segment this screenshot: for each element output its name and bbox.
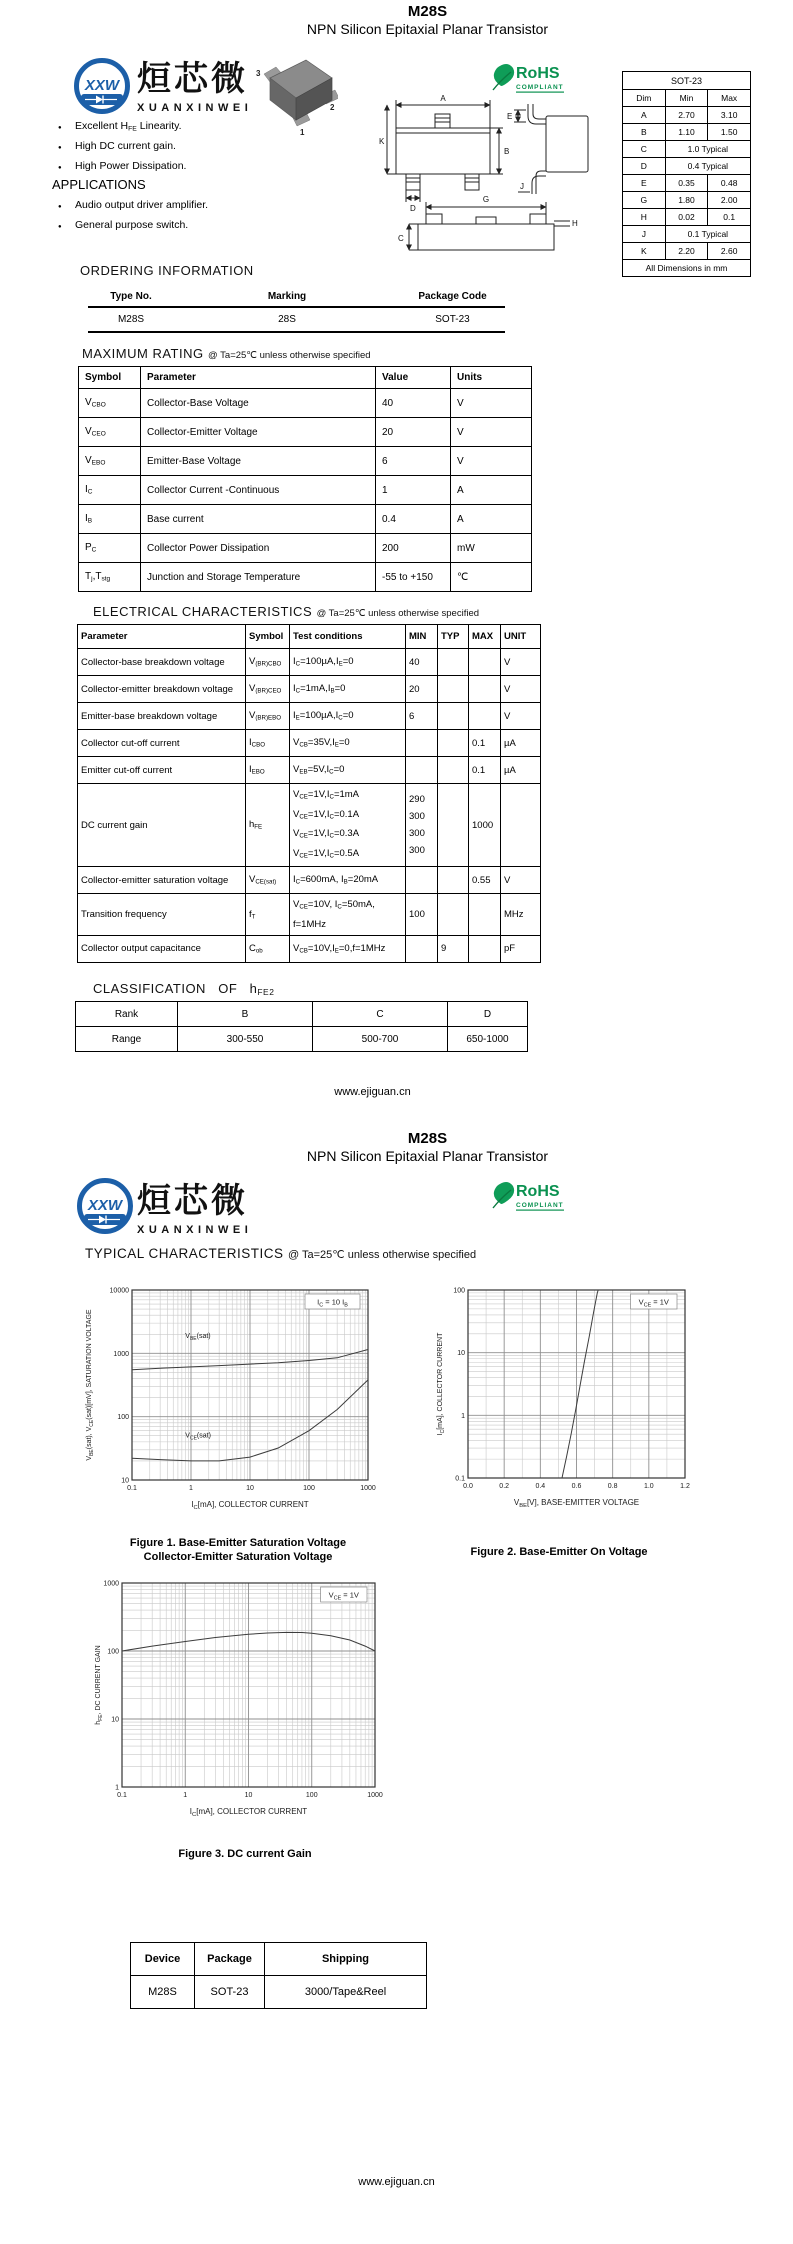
table-cell: All Dimensions in mm [623,260,751,277]
svg-text:100: 100 [117,1414,129,1422]
table-row [78,703,541,730]
table-cell: V [451,447,532,476]
svg-text:0.8: 0.8 [607,1483,618,1490]
table-cell: Collector-Emitter Voltage [141,418,376,447]
table-cell [501,784,541,867]
website-footer: www.ejiguan.cn [334,1086,411,1098]
table-row [79,418,532,447]
table-cell: M28S [88,307,174,332]
table-cell: $I_B$ [79,505,141,534]
table-row [623,260,751,277]
brand-name-cn: 烜芯微 [137,1182,248,1220]
table-cell: $P_C$ [79,534,141,563]
column-header: Shipping [265,1943,427,1976]
svg-text:10: 10 [246,1485,254,1492]
rohs-text: RoHS [516,65,560,82]
table-cell: $I_C=1mA,I_B=0$ [290,676,406,703]
table-cell: $V_{CB}=10V,I_E=0,f=1MHz$ [290,935,406,962]
table-cell [469,703,501,730]
table-cell: V [501,703,541,730]
table-cell: $V_{CE}=10V$, $I_C=50mA$, f=1MHz [290,894,406,936]
table-cell: $V_{(BR)EBO}$ [246,703,290,730]
column-header: Device [131,1943,195,1976]
brand-name-en: XUANXINWEI [137,102,253,114]
table-cell: V [451,389,532,418]
column-header: Test conditions [290,625,406,649]
svg-text:VCE(sat): $V_{CE}(sat)$ [185,1432,211,1442]
table-cell: 6 [376,447,451,476]
table-row [78,676,541,703]
column-header: Marking [174,287,400,307]
rohs-compliant-text: COMPLIANT [516,84,564,91]
svg-text:0.1: 0.1 [117,1792,127,1799]
table-cell: $V_{EB}=5V,I_C=0$ [290,757,406,784]
svg-text:1: 1 [115,1784,119,1792]
table-cell: D [448,1002,528,1027]
brand-logo [76,1177,134,1235]
table-cell: $T_j,T_{stg}$ [79,563,141,592]
column-header: Units [451,367,532,389]
svg-text:hFE, DC CURRENT GAIN: $h_{FE}$, DC CURRENT GAIN [95,1645,105,1725]
column-header: Parameter [141,367,376,389]
rohs-compliant-text: COMPLIANT [516,1202,564,1209]
table-row [623,209,751,226]
typ-char-condition: @ Ta=25℃ unless otherwise specified [287,1249,477,1261]
table-cell: Collector-base breakdown voltage [78,649,246,676]
table-row [623,175,751,192]
table-cell: $I_C=600mA$, $I_B=20mA$ [290,867,406,894]
figure2-caption: Figure 2. Base-Emitter On Voltage [470,1546,648,1558]
max-rating-table [78,366,532,592]
table-cell: MHz [501,894,541,936]
elec-title: ELECTRICAL CHARACTERISTICS [93,604,313,619]
svg-text:10: 10 [111,1716,119,1724]
svg-text:100: 100 [305,1792,318,1799]
table-cell: J [623,226,666,243]
table-cell: $I_E=100\mu A,I_C=0$ [290,703,406,730]
column-header: Package [195,1943,265,1976]
figure1-chart [55,1278,377,1516]
table-cell: $I_{CBO}$ [246,730,290,757]
table-cell: $f_T$ [246,894,290,936]
table-cell: 20 [376,418,451,447]
table-cell: DC current gain [78,784,246,867]
brand-name-en: XUANXINWEI [137,1224,253,1236]
table-cell [469,676,501,703]
table-cell: µA [501,757,541,784]
max-rating-heading [82,345,371,363]
dim-label-e: E [507,112,513,121]
brand-logo [73,57,131,115]
table-cell: $V_{CE}=1V,I_C=1mA$ $V_{CE}=1V,I_C=0.1A$ $V_{CE}=1V,I_C=0.3A$ $V_{CE}=1V,I_C=0.5A$ [290,784,406,867]
column-header: MAX [469,625,501,649]
table-cell [438,757,469,784]
max-rating-title: MAXIMUM RATING [82,346,204,361]
table-row [88,307,505,332]
table-cell [469,894,501,936]
table-cell: $V_{CBO}$ [79,389,141,418]
classification-table [75,1001,528,1052]
table-cell: B [623,124,666,141]
svg-text:0.0: 0.0 [463,1483,473,1490]
pin3-label: 3 [256,69,261,78]
table-cell: 300-550 [178,1027,313,1052]
applications-heading: APPLICATIONS [52,177,146,192]
svg-text:1: 1 [189,1485,193,1492]
column-header: Dim [623,90,666,107]
bullet-item: ● High Power Dissipation. [55,159,285,179]
svg-text:IC[mA], COLLECTOR CURRENT: $I_C[mA]$, COLLECTOR CURRENT [191,1500,309,1512]
classification-heading: CLASSIFICATION OF $h_{FE2}$ [93,981,275,998]
website-footer: www.ejiguan.cn [358,2176,435,2188]
table-cell: Collector-Base Voltage [141,389,376,418]
table-cell: $V_{(BR)CEO}$ [246,676,290,703]
column-header: Max [708,90,751,107]
table-cell: Rank [76,1002,178,1027]
column-header: Type No. [88,287,174,307]
dim-label-k: K [379,137,385,146]
table-cell: Base current [141,505,376,534]
table-row [623,141,751,158]
table-cell: B [178,1002,313,1027]
table-cell: 20 [406,676,438,703]
dim-label-h: H [572,219,578,228]
typ-char-title: TYPICAL CHARACTERISTICS [85,1246,284,1261]
table-row [131,1976,427,2009]
table-cell: Emitter cut-off current [78,757,246,784]
table-row [78,894,541,936]
table-cell: D [623,158,666,175]
table-cell: 3000/Tape&Reel [265,1976,427,2009]
table-row [623,124,751,141]
table-cell [438,649,469,676]
table-cell: 0.4 Typical [665,158,750,175]
svg-text:1000: 1000 [360,1485,376,1492]
table-cell: $h_{FE}$ [246,784,290,867]
table-cell: M28S [131,1976,195,2009]
table-row [78,935,541,962]
svg-text:1000: 1000 [103,1580,119,1588]
column-header: Symbol [79,367,141,389]
table-cell: 1000 [469,784,501,867]
table-cell: mW [451,534,532,563]
table-cell: 9 [438,935,469,962]
table-cell: Transition frequency [78,894,246,936]
table-cell [438,784,469,867]
table-cell: 2.60 [708,243,751,260]
column-header: TYP [438,625,469,649]
table-cell: 500-700 [313,1027,448,1052]
table-cell: Junction and Storage Temperature [141,563,376,592]
table-row [623,192,751,209]
table-cell: E [623,175,666,192]
electrical-characteristics-table [77,624,541,963]
table-cell: 3.10 [708,107,751,124]
svg-text:IC[mA], COLLECTOR CURRENT: $I_C[mA]$, COLLECTOR CURRENT [189,1807,308,1819]
table-cell [438,676,469,703]
table-row [76,1027,528,1052]
table-cell: $V_{(BR)CBO}$ [246,649,290,676]
table-cell: 1.50 [708,124,751,141]
table-cell: 0.48 [708,175,751,192]
column-header: Value [376,367,451,389]
svg-text:100: 100 [107,1648,119,1656]
table-row [623,226,751,243]
table-cell: 28S [174,307,400,332]
table-cell [469,649,501,676]
table-cell: Emitter-base breakdown voltage [78,703,246,730]
svg-text:10: 10 [457,1350,465,1358]
table-cell [438,703,469,730]
ordering-heading: ORDERING INFORMATION [80,263,254,278]
brand-monogram: XXW [87,1197,123,1214]
table-cell: $I_C=100\mu A,I_E=0$ [290,649,406,676]
svg-text:1: 1 [461,1412,465,1420]
table-cell: 0.1 [708,209,751,226]
table-cell: 0.1 Typical [665,226,750,243]
table-cell: Collector-emitter breakdown voltage [78,676,246,703]
svg-text:1.2: 1.2 [680,1483,690,1490]
svg-text:VBE(sat): $V_{BE}(sat)$ [185,1332,211,1343]
svg-text:1000: 1000 [113,1350,129,1358]
dim-label-a: A [440,94,446,103]
typical-characteristics-heading [85,1245,476,1263]
dim-label-d: D [410,204,416,213]
table-cell: 100 [406,894,438,936]
table-cell: 1.80 [665,192,708,209]
svg-text:1000: 1000 [367,1792,383,1799]
table-row [623,158,751,175]
table-cell: 2.70 [665,107,708,124]
table-cell: $I_C$ [79,476,141,505]
table-cell: Collector Power Dissipation [141,534,376,563]
table-row [79,476,532,505]
table-cell: µA [501,730,541,757]
svg-text:1: 1 [183,1792,188,1799]
figure1-caption-line1: Figure 1. Base-Emitter Saturation Voltage [129,1537,347,1549]
table-cell: 2.20 [665,243,708,260]
svg-text:0.6: 0.6 [571,1483,582,1490]
table-row [78,867,541,894]
table-cell: $C_{ob}$ [246,935,290,962]
table-cell: $V_{CE(sat)}$ [246,867,290,894]
table-cell: 0.55 [469,867,501,894]
bullet-item: ● General purpose switch. [55,218,285,238]
table-cell: 1.0 Typical [665,141,750,158]
table-cell: 6 [406,703,438,730]
table-cell: $V_{EBO}$ [79,447,141,476]
dim-label-j: J [520,182,524,191]
table-row [78,784,541,867]
table-cell: 200 [376,534,451,563]
max-rating-condition: @ Ta=25℃ unless otherwise specified [208,350,371,361]
brand-name-cn: 烜芯微 [137,60,248,98]
table-cell [406,730,438,757]
dim-label-c: C [398,234,404,243]
svg-text:0.1: 0.1 [455,1475,465,1483]
table-cell [406,757,438,784]
svg-text:100: 100 [453,1287,465,1295]
page-subtitle: NPN Silicon Epitaxial Planar Transistor [306,21,549,37]
table-cell: 1.10 [665,124,708,141]
table-cell: V [501,867,541,894]
figure1-caption [88,1536,388,1564]
svg-text:0.1: 0.1 [127,1485,137,1492]
table-row [79,389,532,418]
table-cell: C [623,141,666,158]
svg-text:VCE = 1V: $V_{CE} = 1V$ [638,1297,669,1309]
column-header: Min [665,90,708,107]
table-row [623,107,751,124]
pin2-label: 2 [330,103,335,112]
table-cell: 0.35 [665,175,708,192]
table-cell [438,867,469,894]
table-cell: 0.4 [376,505,451,534]
package-outline-drawing [378,88,623,268]
application-list [55,198,285,238]
table-cell: 40 [376,389,451,418]
table-cell: Collector cut-off current [78,730,246,757]
table-cell: Range [76,1027,178,1052]
svg-text:VBE[V], BASE-EMITTER VOLTAGE: $V_{BE}[V]$, BASE-EMITTER VOLTAGE [513,1498,640,1510]
table-cell: $V_{CEO}$ [79,418,141,447]
table-row [78,757,541,784]
table-cell: SOT-23 [195,1976,265,2009]
table-row [79,505,532,534]
svg-text:IC[mA], COLLECTOR CURRENT: $I_C[mA]$, COLLECTOR CURRENT [437,1332,447,1436]
table-cell: ℃ [451,563,532,592]
table-cell: SOT-23 [400,307,505,332]
table-cell: 1 [376,476,451,505]
table-cell [438,894,469,936]
feature-list [55,119,285,179]
dim-label-g: G [482,195,490,204]
dim-label-b: B [504,147,510,156]
table-cell: 290 300 300 300 [406,784,438,867]
rohs-logo [487,1178,569,1216]
svg-text:10: 10 [121,1477,129,1485]
svg-text:100: 100 [303,1485,315,1492]
table-cell: 0.1 [469,730,501,757]
table-cell: A [623,107,666,124]
figure3-chart [83,1571,395,1826]
svg-text:10: 10 [244,1792,253,1799]
table-cell: 0.02 [665,209,708,226]
table-row [79,447,532,476]
table-cell: C [313,1002,448,1027]
table-row [76,1002,528,1027]
svg-text:0.2: 0.2 [499,1483,510,1490]
rohs-text: RoHS [516,1183,560,1200]
table-row [623,243,751,260]
table-row [79,563,532,592]
dim-table-title: SOT-23 [623,72,751,90]
table-cell: A [451,476,532,505]
table-cell: V [501,676,541,703]
table-cell: 650-1000 [448,1027,528,1052]
table-cell: Emitter-Base Voltage [141,447,376,476]
figure1-caption-line2: Collector-Emitter Saturation Voltage [143,1551,333,1563]
table-cell [406,867,438,894]
column-header: Package Code [400,287,505,307]
device-shipping-table [130,1942,427,2009]
table-cell: Collector output capacitance [78,935,246,962]
package-dimensions-table [622,71,751,277]
svg-text:0.4: 0.4 [535,1483,546,1490]
brand-monogram: XXW [84,77,120,94]
table-cell: $I_{EBO}$ [246,757,290,784]
table-cell: Collector-emitter saturation voltage [78,867,246,894]
table-row [78,649,541,676]
table-cell: H [623,209,666,226]
table-cell: 2.00 [708,192,751,209]
figure3-caption: Figure 3. DC current Gain [178,1848,312,1860]
electrical-characteristics-heading [93,603,479,621]
table-cell [469,935,501,962]
table-row [78,730,541,757]
table-cell: A [451,505,532,534]
column-header: Parameter [78,625,246,649]
table-cell: 40 [406,649,438,676]
table-cell: G [623,192,666,209]
figure2-chart [428,1278,703,1516]
table-cell: K [623,243,666,260]
table-cell [438,730,469,757]
page-title: M28S [407,3,448,20]
bullet-item: ● Audio output driver amplifier. [55,198,285,218]
svg-text:VBE(sat), VCE(sat)[mV], SATURA: $V_{BE}(sat)$, $V_{CE}(sat)[mV]$, SATURATION VOLTAGE [86,1309,96,1461]
table-cell: V [501,649,541,676]
table-cell: pF [501,935,541,962]
bullet-item: ● Excellent $H_{FE}$ Linearity. [55,119,285,139]
brand-name [137,57,252,114]
pin1-label: 1 [300,128,305,137]
table-cell: Collector Current -Continuous [141,476,376,505]
column-header: UNIT [501,625,541,649]
table-row [79,534,532,563]
brand-name [137,1179,252,1236]
table-cell: $V_{CB}=35V,I_E=0$ [290,730,406,757]
svg-text:VCE = 1V: $V_{CE} = 1V$ [328,1590,359,1602]
page2-subtitle: NPN Silicon Epitaxial Planar Transistor [306,1148,549,1164]
table-cell [406,935,438,962]
table-cell: 0.1 [469,757,501,784]
svg-text:IC = 10 IB: $I_C = 10$ $I_B$ [317,1297,348,1309]
svg-text:1.0: 1.0 [643,1483,654,1490]
column-header: Symbol [246,625,290,649]
table-cell: -55 to +150 [376,563,451,592]
table-cell: V [451,418,532,447]
page2-title: M28S [407,1130,448,1147]
ordering-table [88,287,505,333]
svg-text:10000: 10000 [109,1287,129,1295]
column-header: MIN [406,625,438,649]
elec-condition: @ Ta=25℃ unless otherwise specified [316,608,480,619]
bullet-item: ● High DC current gain. [55,139,285,159]
